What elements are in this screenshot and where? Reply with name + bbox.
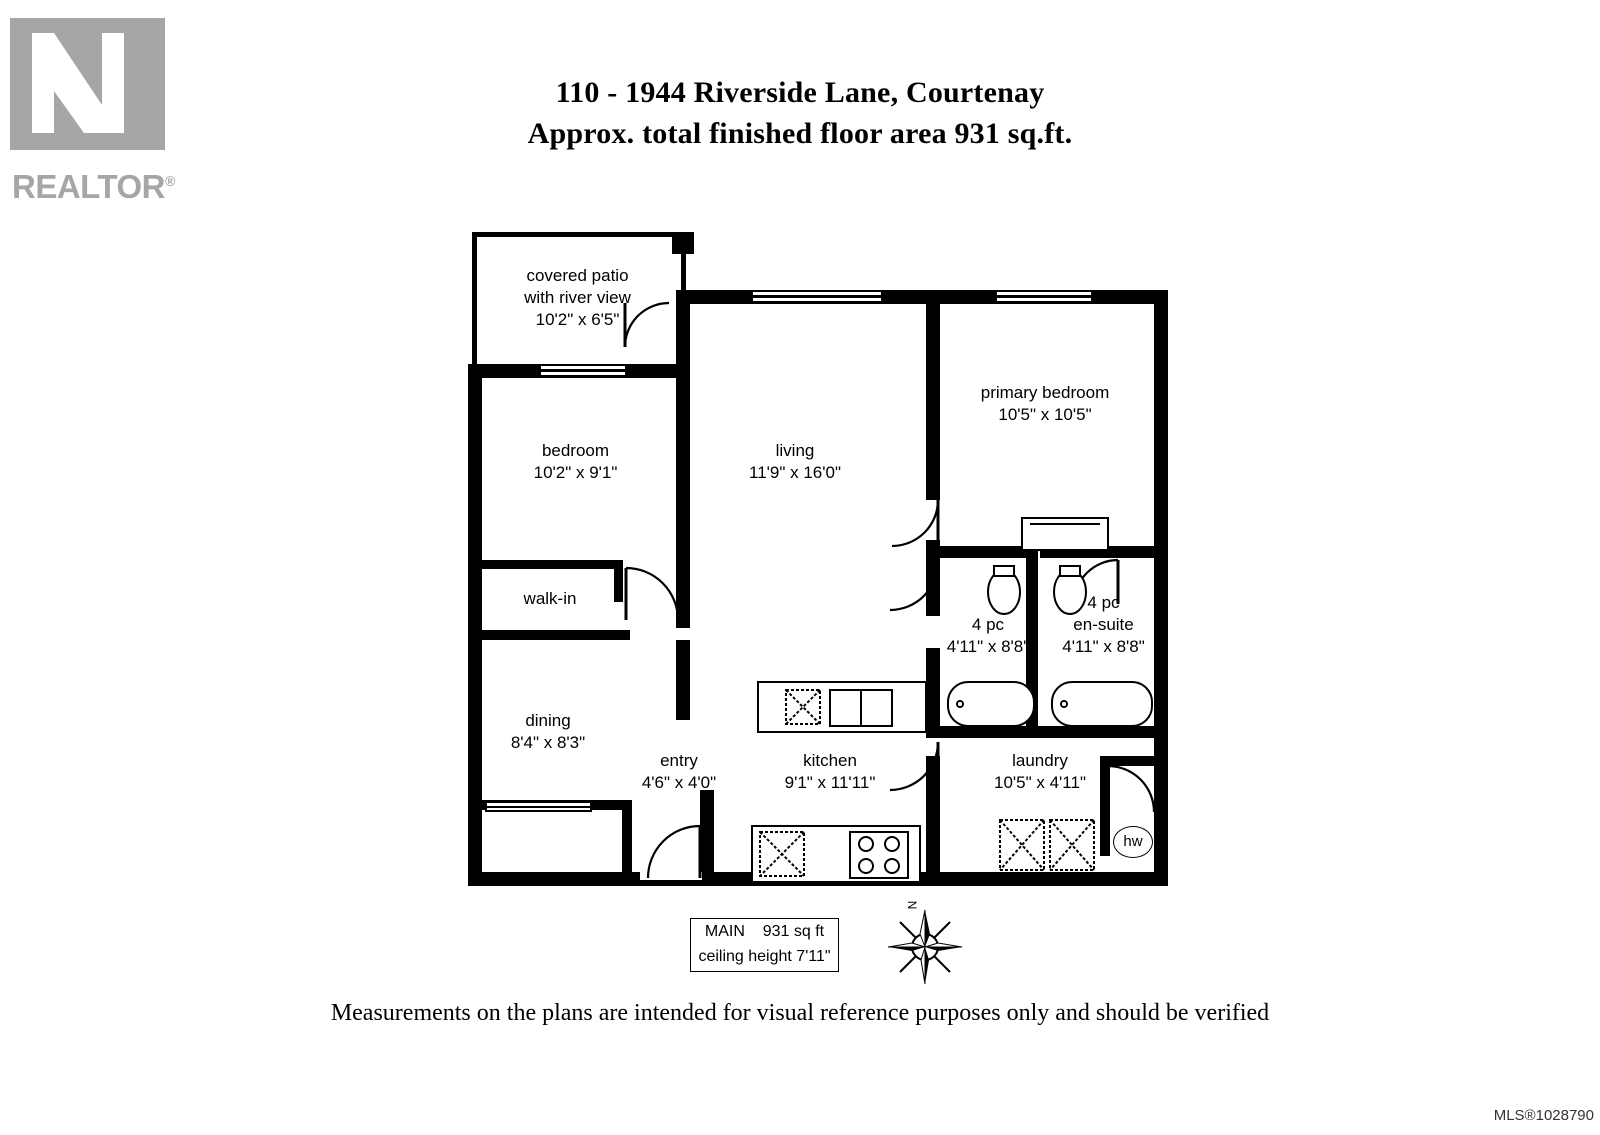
room-label-primary-bedroom: primary bedroom 10'5" x 10'5" xyxy=(980,383,1110,424)
compass-rose xyxy=(880,900,970,990)
room-label-dining: dining 8'4" x 8'3" xyxy=(510,711,586,752)
room-label-laundry: laundry 10'5" x 4'11" xyxy=(994,751,1086,792)
room-label-living: living 11'9" x 16'0" xyxy=(749,441,841,482)
compass-north-label: N xyxy=(905,900,920,910)
compass-icon xyxy=(880,900,970,990)
room-label-kitchen: kitchen 9'1" x 11'11" xyxy=(784,751,876,792)
room-label-walk-in: walk-in xyxy=(523,589,577,608)
legend-level: MAIN xyxy=(704,923,745,940)
room-label-entry: entry 4'6" x 4'0" xyxy=(641,751,717,792)
realtor-wordmark-text: REALTOR xyxy=(12,168,165,205)
floor-legend-box xyxy=(690,918,839,972)
legend-level-row xyxy=(691,919,838,944)
legend-area: 931 sq ft xyxy=(762,923,825,940)
page-title: 110 - 1944 Riverside Lane, Courtenay xyxy=(555,76,1045,109)
room-label-bedroom: bedroom 10'2" x 9'1" xyxy=(533,441,618,482)
legend-ceiling: ceiling height 7'11" xyxy=(698,948,831,965)
disclaimer-text: Measurements on the plans are intended for visual reference purposes only and should be verified xyxy=(330,1000,1270,1026)
room-label-covered-patio: covered patio with river view 10'2" x 6'5" xyxy=(524,266,631,329)
hot-water-tank-label: hw xyxy=(1113,826,1153,858)
mls-number: MLS®1028790 xyxy=(1493,1107,1594,1124)
fixtures-group xyxy=(752,518,1152,882)
room-label-bath-4pc: 4 pc 4'11" x 8'8" xyxy=(946,615,1030,656)
room-label-ensuite-4pc: 4 pc en-suite 4'11" x 8'8" xyxy=(1062,593,1145,656)
registered-mark: ® xyxy=(164,173,175,189)
page-subtitle: Approx. total finished floor area 931 sq.ft. xyxy=(527,117,1073,150)
